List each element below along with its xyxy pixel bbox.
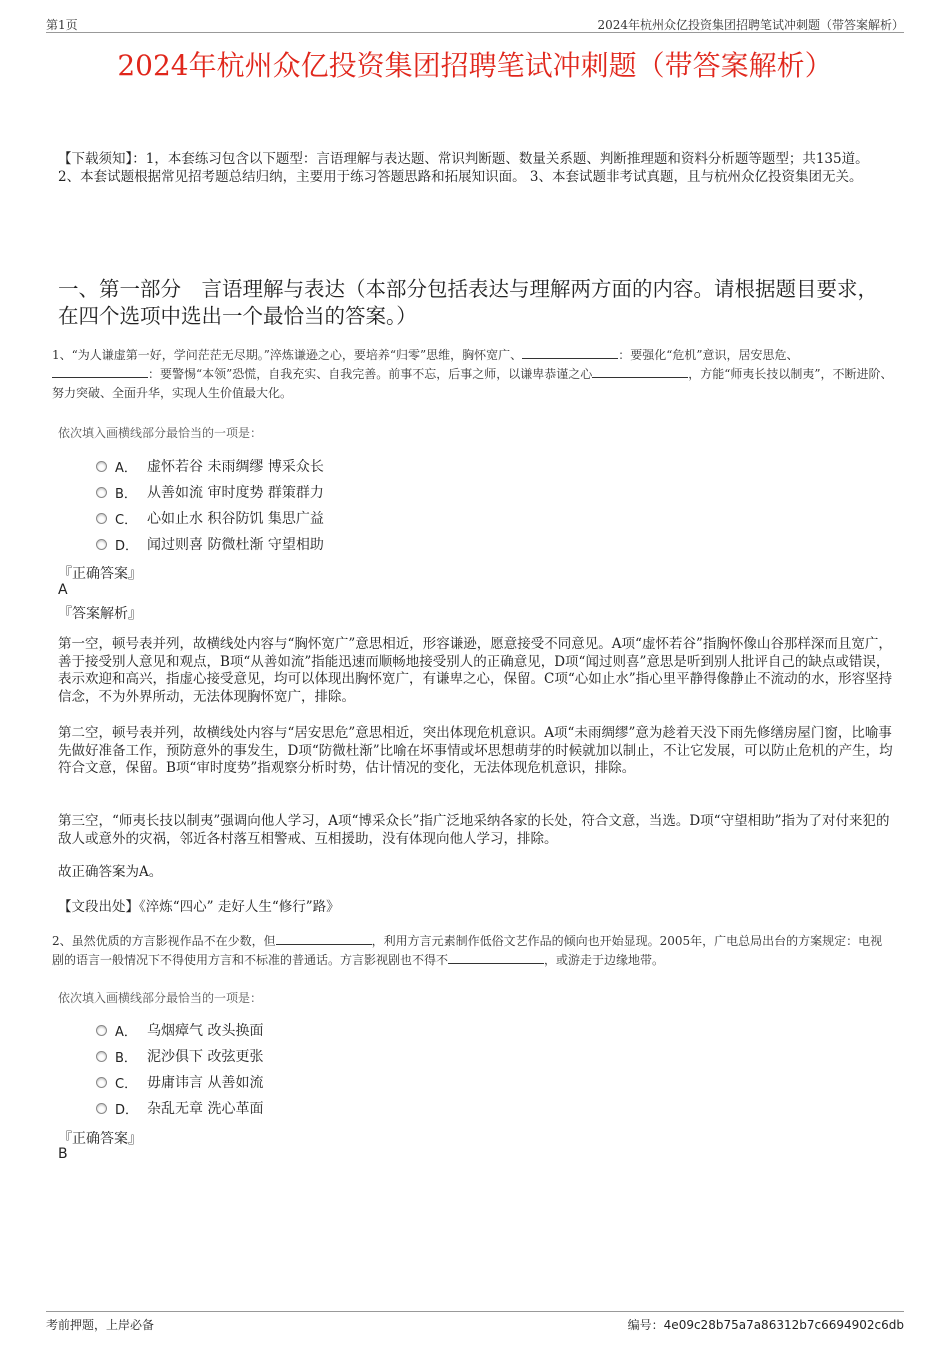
download-notice: 【下载须知】：1，本套练习包含以下题型：言语理解与表达题、常识判断题、数量关系题、判断推理题和资料分析题等题型；共135道。 2、本套试题根据常见招考题总结归纳，主要用于练习答题思路和拓展知识面。 3、本套试题非考试真题，且与杭州众亿投资集团无关。 — [58, 151, 869, 185]
radio-icon[interactable] — [96, 1025, 107, 1036]
radio-icon[interactable] — [96, 1103, 107, 1114]
option-c[interactable]: C． 毋庸讳言 从善如流 — [96, 1069, 263, 1095]
answer-value: A — [58, 582, 68, 598]
radio-icon[interactable] — [96, 513, 107, 524]
option-d[interactable]: D． 闻过则喜 防微杜渐 守望相助 — [96, 531, 324, 557]
page-number: 第1页 — [46, 18, 78, 32]
analysis-paragraph-2: 第二空，顿号表并列，故横线处内容与“居安思危”意思相近，突出体现危机意识。A项“未雨绸缪”意为趁着天没下雨先修缮房屋门窗，比喻事先做好准备工作，预防意外的事发生，D项“防微杜渐”比喻在坏事情或坏思想萌芽的时候就加以制止，不让它发展，可以防止危机的产生，均符合文意，保留。B项“审时度势”指观察分析时势，估计情况的变化，无法体现危机意识，排除。 — [58, 725, 893, 776]
question-1-stem: 1、“为人谦虚第一好，学问茫茫无尽期。”淬炼谦逊之心，要培养“归零”思维，胸怀宽广、 ：要强化“危机”意识，居安思危、：要警惕“本领”恐慌，自我充实、自我完善。前事不忘，后事之师，以谦卑恭谨之心 ，方能“师夷长技以制夷”，不断进阶、努力突破、全面升华，实现人生价值最大化。 — [52, 348, 893, 400]
option-b[interactable]: B． 从善如流 审时度势 群策群力 — [96, 479, 324, 505]
blank-line — [276, 933, 372, 945]
question-2-prompt: 依次填入画横线部分最恰当的一项是： — [58, 991, 263, 1005]
answer-label: 『正确答案』 — [58, 566, 142, 582]
question-2-options — [96, 1017, 263, 1121]
option-a[interactable]: A． 虚怀若谷 未雨绸缪 博采众长 — [96, 453, 324, 479]
page-footer — [46, 1311, 904, 1332]
option-c[interactable]: C． 心如止水 积谷防饥 集思广益 — [96, 505, 324, 531]
header-title: 2024年杭州众亿投资集团招聘笔试冲刺题（带答案解析） — [597, 18, 904, 32]
analysis-paragraph-1: 第一空，顿号表并列，故横线处内容与“胸怀宽广”意思相近，形容谦逊，愿意接受不同意见。A项“虚怀若谷”指胸怀像山谷那样深而且宽广，善于接受别人意见和观点，B项“从善如流”指能迅速而顺畅地接受别人的正确意见，D项“闻过则喜”意思是听到别人批评自己的缺点或错误，表示欢迎和高兴，指虚心接受意见，均可以体现出胸怀宽广，有谦卑之心，保留。C项“心如止水”指心里平静得像静止不流动的水，形容坚持信念，不为外界所动，无法体现胸怀宽广，排除。 — [58, 636, 893, 705]
option-d[interactable]: D． 杂乱无章 洗心革面 — [96, 1095, 263, 1121]
analysis-paragraph-3: 第三空，“师夷长技以制夷”强调向他人学习，A项“博采众长”指广泛地采纳各家的长处，符合文意，当选。D项“守望相助”指为了对付来犯的敌人或意外的灾祸，邻近各村落互相警戒、互相援助，没有体现向他人学习，排除。 — [58, 813, 890, 847]
radio-icon[interactable] — [96, 461, 107, 472]
option-b[interactable]: B． 泥沙俱下 改弦更张 — [96, 1043, 263, 1069]
answer-label: 『正确答案』 — [58, 1131, 142, 1147]
document-title: 2024年杭州众亿投资集团招聘笔试冲刺题（带答案解析） — [117, 49, 833, 82]
analysis-conclusion: 故正确答案为A。 — [58, 864, 163, 880]
section-heading: 一、第一部分 言语理解与表达（本部分包括表达与理解两方面的内容。请根据题目要求，在四个选项中选出一个最恰当的答案。） — [58, 277, 878, 328]
blank-line — [52, 366, 148, 378]
blank-line — [522, 347, 618, 359]
footer-slogan: 考前押题，上岸必备 — [46, 1318, 155, 1332]
radio-icon[interactable] — [96, 539, 107, 550]
document-code: 编号：4e09c28b75a7a86312b7c6694902c6db — [627, 1318, 904, 1332]
radio-icon[interactable] — [96, 1051, 107, 1062]
question-1-prompt: 依次填入画横线部分最恰当的一项是： — [58, 426, 263, 440]
blank-line — [448, 952, 544, 964]
question-2-stem: 2、虽然优质的方言影视作品不在少数，但 ，利用方言元素制作低俗文艺作品的倾向也开始显现。2005年，广电总局出台的方案规定：电视剧的语言一般情况下不得使用方言和不标准的普通话。方言影视剧也不得不 ，或游走于边缘地带。 — [52, 934, 883, 967]
question-1-options — [96, 453, 324, 557]
page-header — [46, 14, 904, 33]
answer-value: B — [58, 1146, 68, 1162]
passage-source: 【文段出处】《淬炼“四心” 走好人生“修行”路》 — [58, 899, 340, 915]
blank-line — [592, 366, 688, 378]
analysis-label: 『答案解析』 — [58, 606, 142, 622]
radio-icon[interactable] — [96, 487, 107, 498]
option-a[interactable]: A． 乌烟瘴气 改头换面 — [96, 1017, 263, 1043]
radio-icon[interactable] — [96, 1077, 107, 1088]
